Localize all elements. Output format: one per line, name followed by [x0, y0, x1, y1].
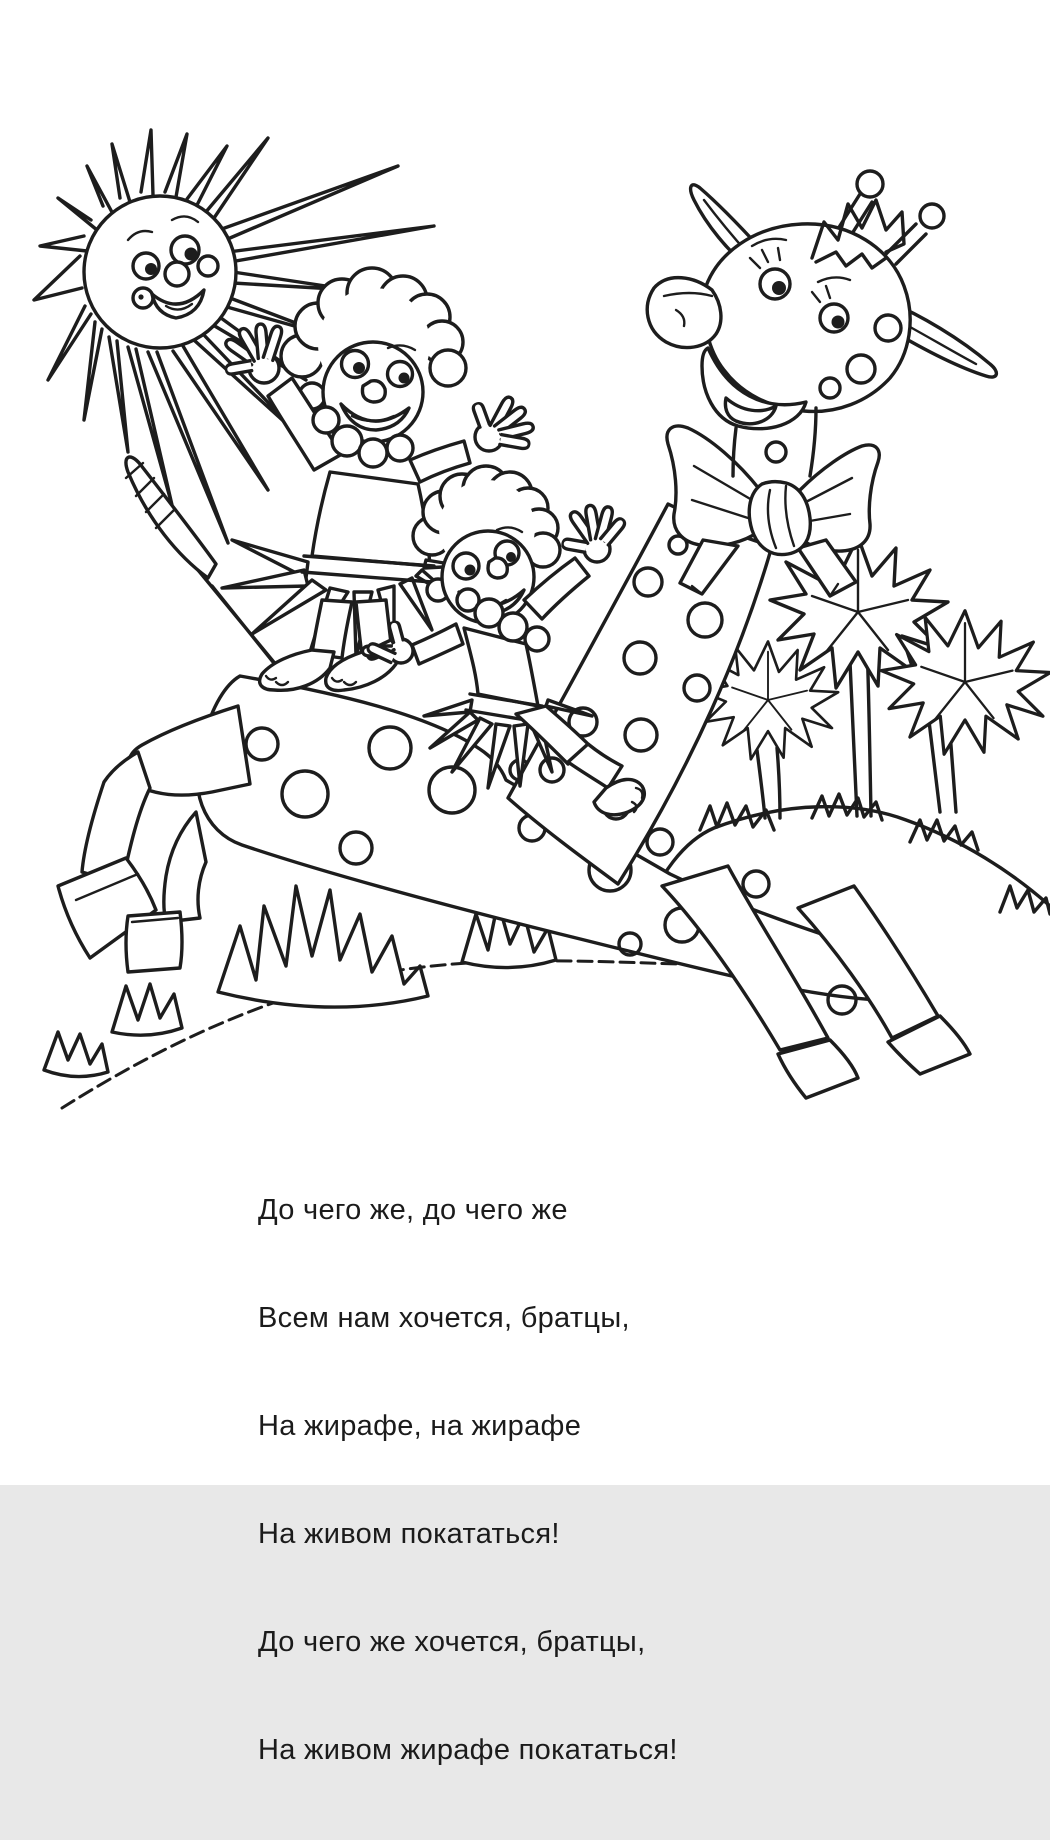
- grass-tuft: [112, 984, 182, 1035]
- giraffe-head: [647, 171, 996, 476]
- poem-line: На жирафе, на жирафе: [258, 1410, 582, 1442]
- rider-front-right-hand-icon: [562, 505, 627, 562]
- giraffe-muzzle: [647, 278, 721, 348]
- poem-line: На живом жирафе покататься!: [258, 1734, 678, 1766]
- giraffe-hind-legs: [58, 706, 250, 972]
- poem-line: На живом покататься!: [258, 1518, 560, 1550]
- rider-back-torso: [312, 472, 430, 566]
- poem-line: Всем нам хочется, братцы,: [258, 1302, 630, 1334]
- rider-back-left-hand-icon: [224, 324, 284, 383]
- giraffe-bow-icon: [667, 426, 879, 596]
- poem: [258, 1120, 678, 1840]
- poem-line: До чего же, до чего же: [258, 1194, 568, 1226]
- grass-tuft: [218, 886, 428, 1007]
- grass-tuft: [44, 1032, 108, 1077]
- poem-line: До чего же хочется, братцы,: [258, 1626, 646, 1658]
- rider-front-left-arm: [412, 624, 463, 664]
- rider-back-right-hand-icon: [472, 395, 534, 451]
